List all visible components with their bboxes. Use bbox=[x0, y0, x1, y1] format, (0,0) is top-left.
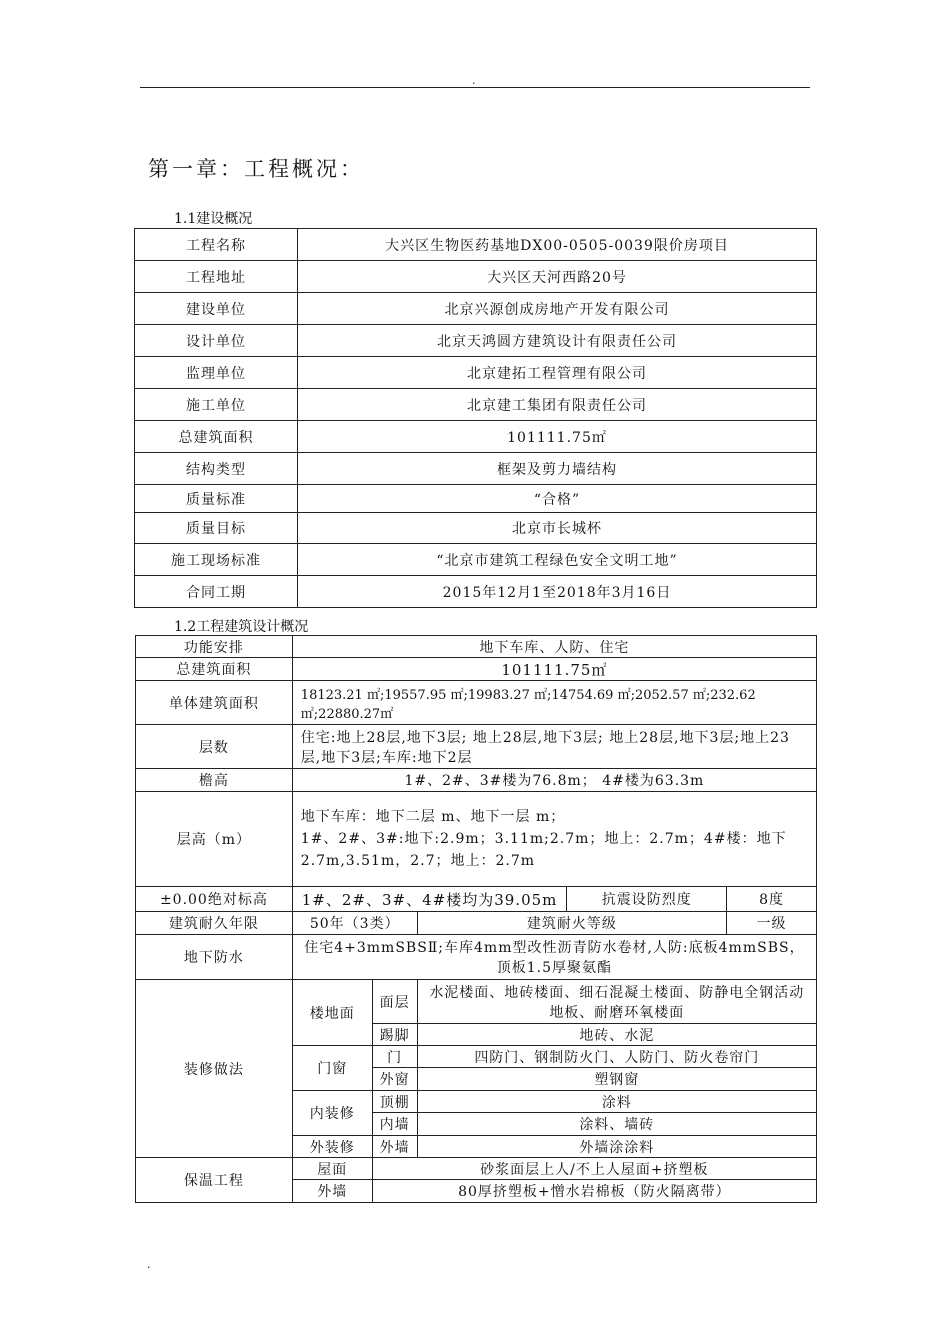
cell-label: 面层 bbox=[372, 980, 417, 1024]
cell-value: 50年（3类） bbox=[292, 912, 417, 935]
cell-label: 工程名称 bbox=[135, 229, 298, 261]
table-row bbox=[135, 544, 817, 576]
cell-value: 一级 bbox=[727, 912, 817, 935]
cell-label: 监理单位 bbox=[135, 357, 298, 389]
cell-value: 北京天鸿圆方建筑设计有限责任公司 bbox=[298, 325, 817, 357]
cell-label: 结构类型 bbox=[135, 453, 298, 485]
cell-value: 塑钢窗 bbox=[417, 1068, 816, 1091]
cell-label: 层高（m） bbox=[136, 792, 293, 887]
table-row bbox=[135, 576, 817, 608]
storey-height-line: 1#、2#、3#:地下:2.9m；3.11m;2.7m；地上：2.7m；4#楼：地下 bbox=[300, 831, 787, 847]
cell-label: 外墙 bbox=[372, 1136, 417, 1158]
cell-label: 门窗 bbox=[292, 1046, 372, 1091]
table-row bbox=[135, 261, 817, 293]
table-row bbox=[136, 887, 817, 912]
table-row bbox=[136, 935, 817, 980]
table-row bbox=[136, 636, 817, 658]
cell-value: 8度 bbox=[727, 887, 817, 912]
cell-label: 施工单位 bbox=[135, 389, 298, 421]
cell-value: 1#、2#、3#楼为76.8m； 4#楼为63.3m bbox=[292, 769, 816, 792]
cell-label: 质量标准 bbox=[135, 485, 298, 513]
cell-label: 抗震设防烈度 bbox=[567, 887, 727, 912]
cell-label: 檐高 bbox=[136, 769, 293, 792]
cell-value: 101111.75㎡ bbox=[292, 658, 816, 681]
architecture-design-table bbox=[135, 635, 817, 1203]
cell-value: 101111.75㎡ bbox=[298, 421, 817, 453]
cell-value: 住宅4+3mmSBSⅡ;车库4mm型改性沥青防水卷材,人防:底板4mmSBS，顶板1.5厚聚氨酯 bbox=[292, 935, 816, 980]
table-row bbox=[136, 681, 817, 725]
header-rule bbox=[140, 87, 810, 88]
cell-value: 外墙涂涂料 bbox=[417, 1136, 816, 1158]
cell-value bbox=[292, 792, 816, 887]
cell-label: 装修做法 bbox=[136, 980, 293, 1158]
storey-height-line: 地下车库：地下二层 m、地下一层 m； bbox=[300, 809, 566, 825]
cell-value: 地砖、水泥 bbox=[417, 1024, 816, 1046]
cell-value: “北京市建筑工程绿色安全文明工地” bbox=[298, 544, 817, 576]
cell-label: 设计单位 bbox=[135, 325, 298, 357]
storey-height-line: 2.7m,3.51m，2.7；地上：2.7m bbox=[300, 853, 536, 869]
cell-label: 外装修 bbox=[292, 1136, 372, 1158]
cell-label: 楼地面 bbox=[292, 980, 372, 1046]
table-row bbox=[136, 792, 817, 887]
footer-dot: . bbox=[147, 1258, 151, 1271]
cell-value: 1#、2#、3#、4#楼均为39.05m bbox=[292, 887, 567, 912]
section-title-1: 1.1建设概况 bbox=[174, 211, 253, 227]
cell-label: 踢脚 bbox=[372, 1024, 417, 1046]
cell-label: 总建筑面积 bbox=[135, 421, 298, 453]
cell-label: 施工现场标准 bbox=[135, 544, 298, 576]
cell-label: 保温工程 bbox=[136, 1158, 293, 1203]
table-row bbox=[136, 769, 817, 792]
cell-value: 住宅:地上28层,地下3层; 地上28层,地下3层; 地上28层,地下3层;地上23层,地下3层;车库:地下2层 bbox=[292, 725, 816, 769]
cell-value: 地下车库、人防、住宅 bbox=[292, 636, 816, 658]
table-row bbox=[135, 513, 817, 544]
cell-label: 功能安排 bbox=[136, 636, 293, 658]
cell-value: 水泥楼面、地砖楼面、细石混凝土楼面、防静电全钢活动地板、耐磨环氧楼面 bbox=[417, 980, 816, 1024]
cell-label: 门 bbox=[372, 1046, 417, 1068]
cell-value: “合格” bbox=[298, 485, 817, 513]
cell-value: 涂料、墙砖 bbox=[417, 1113, 816, 1136]
header-dot: . bbox=[472, 74, 476, 87]
cell-label: 内装修 bbox=[292, 1091, 372, 1136]
cell-label: 工程地址 bbox=[135, 261, 298, 293]
table-row bbox=[135, 421, 817, 453]
cell-label: 建设单位 bbox=[135, 293, 298, 325]
table-row bbox=[135, 229, 817, 261]
table-row bbox=[136, 1158, 817, 1180]
cell-value: 北京市长城杯 bbox=[298, 513, 817, 544]
cell-label: 建筑耐火等级 bbox=[417, 912, 726, 935]
cell-value: 四防门、钢制防火门、人防门、防火卷帘门 bbox=[417, 1046, 816, 1068]
table-row bbox=[136, 725, 817, 769]
cell-label: ±0.00绝对标高 bbox=[136, 887, 293, 912]
cell-value: 18123.21 ㎡;19557.95 ㎡;19983.27 ㎡;14754.69 ㎡;2052.57 ㎡;232.62 ㎡;22880.27㎡ bbox=[292, 681, 816, 725]
cell-label: 地下防水 bbox=[136, 935, 293, 980]
chapter-title: 第一章：工程概况： bbox=[148, 157, 364, 181]
table-row bbox=[135, 389, 817, 421]
table-row bbox=[135, 357, 817, 389]
cell-label: 合同工期 bbox=[135, 576, 298, 608]
cell-label: 质量目标 bbox=[135, 513, 298, 544]
cell-label: 总建筑面积 bbox=[136, 658, 293, 681]
section-title-2: 1.2工程建筑设计概况 bbox=[174, 619, 309, 635]
table-row bbox=[135, 485, 817, 513]
cell-value: 涂料 bbox=[417, 1091, 816, 1113]
table-row bbox=[136, 912, 817, 935]
cell-label: 屋面 bbox=[292, 1158, 372, 1180]
cell-value: 框架及剪力墙结构 bbox=[298, 453, 817, 485]
cell-value: 大兴区生物医药基地DX00-0505-0039限价房项目 bbox=[298, 229, 817, 261]
cell-value: 大兴区天河西路20号 bbox=[298, 261, 817, 293]
cell-value: 北京建工集团有限责任公司 bbox=[298, 389, 817, 421]
cell-label: 建筑耐久年限 bbox=[136, 912, 293, 935]
cell-label: 外窗 bbox=[372, 1068, 417, 1091]
cell-label: 层数 bbox=[136, 725, 293, 769]
cell-label: 外墙 bbox=[292, 1180, 372, 1203]
table-row bbox=[136, 658, 817, 681]
cell-value: 2015年12月1至2018年3月16日 bbox=[298, 576, 817, 608]
construction-overview-table bbox=[134, 228, 817, 608]
cell-label: 单体建筑面积 bbox=[136, 681, 293, 725]
cell-label: 顶棚 bbox=[372, 1091, 417, 1113]
table-row bbox=[136, 980, 817, 1024]
cell-label: 内墙 bbox=[372, 1113, 417, 1136]
cell-value: 砂浆面层上人/不上人屋面+挤塑板 bbox=[372, 1158, 816, 1180]
table-row bbox=[135, 453, 817, 485]
table-row bbox=[135, 325, 817, 357]
table-row bbox=[135, 293, 817, 325]
cell-value: 80厚挤塑板+憎水岩棉板（防火隔离带） bbox=[372, 1180, 816, 1203]
cell-value: 北京兴源创成房地产开发有限公司 bbox=[298, 293, 817, 325]
cell-value: 北京建拓工程管理有限公司 bbox=[298, 357, 817, 389]
